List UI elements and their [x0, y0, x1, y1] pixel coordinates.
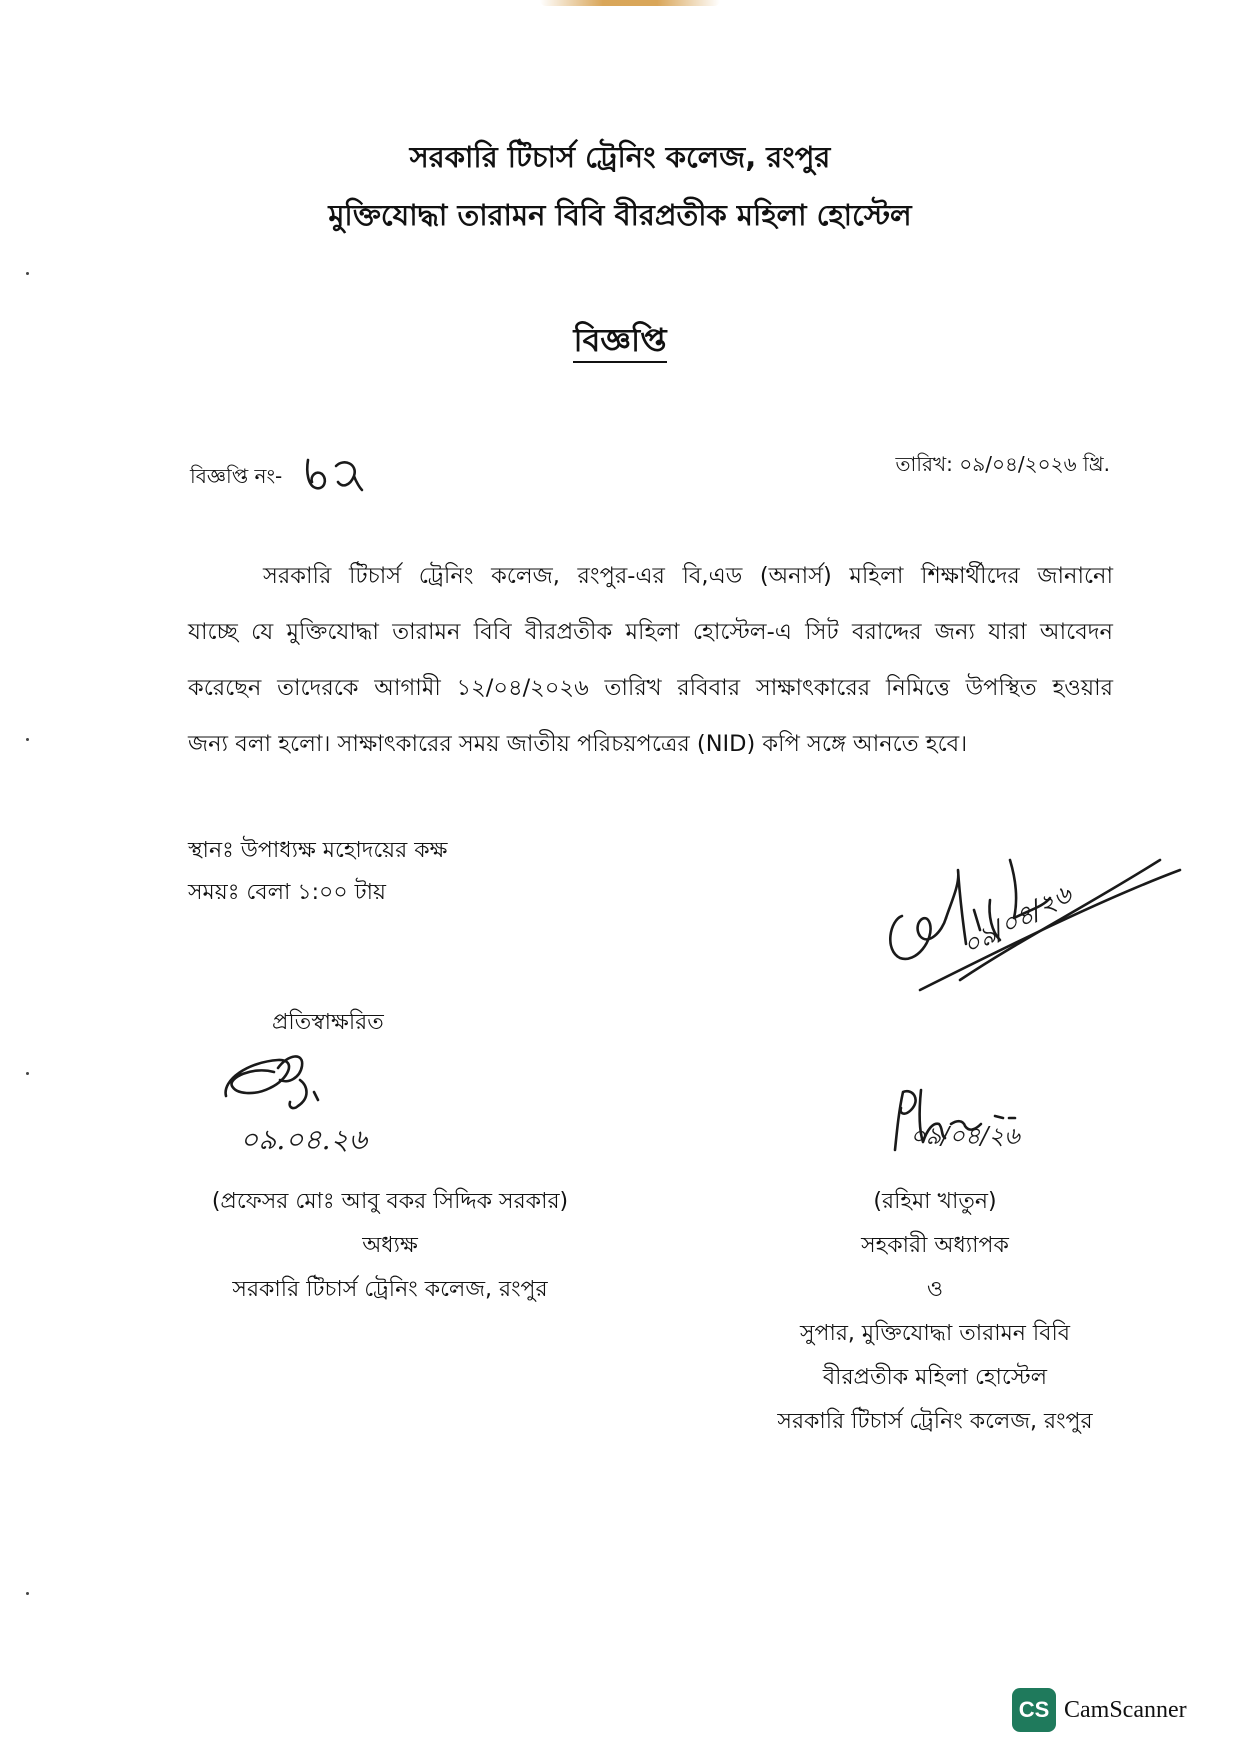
principal-signature [218, 1040, 368, 1120]
super-signatory-block [745, 1180, 1125, 1444]
super-role-line2: বীরপ্রতীক মহিলা হোস্টেল [822, 1365, 1048, 1390]
venue-info [188, 830, 447, 914]
body-line: করেছেন তাদেরকে আগামী ১২/০৪/২০২৬ তারিখ রবিবার সাক্ষাৎকারের নিমিত্তে উপস্থিত হওয়ার [188, 675, 1113, 701]
super-signature-date: ০৯/০৪/২৬ [910, 1122, 1020, 1150]
scan-edge-artifact [540, 0, 720, 6]
notice-number-handwritten [302, 452, 364, 496]
principal-name: (প্রফেসর মোঃ আবু বকর সিদ্দিক সরকার) [211, 1189, 569, 1214]
body-line: জন্য বলা হলো। সাক্ষাৎকারের সময় জাতীয় পরিচয়পত্রের (NID) কপি সঙ্গে আনতে হবে। [188, 731, 968, 757]
venue-time: সময়ঃ বেলা ১:০০ টায় [188, 880, 386, 905]
camscanner-brand-text: CamScanner [1064, 1696, 1187, 1723]
principal-signature-date: ০৯.০৪.২৬ [240, 1123, 367, 1156]
scan-speck [26, 1592, 29, 1595]
body-line: সরকারি টিচার্স ট্রেনিং কলেজ, রংপুর-এর বি,এড (অনার্স) মহিলা শিক্ষার্থীদের জানানো [263, 563, 1113, 589]
super-conjunction: ও [926, 1277, 944, 1302]
notice-body [188, 548, 1113, 772]
venue-place: স্থানঃ উপাধ্যক্ষ মহোদয়ের কক্ষ [188, 838, 448, 863]
scan-speck [26, 1072, 29, 1075]
body-line: যাচ্ছে যে মুক্তিযোদ্ধা তারামন বিবি বীরপ্রতীক মহিলা হোস্টেল-এ সিট বরাদ্দের জন্য যারা আবেদন [188, 619, 1113, 645]
camscanner-logo-icon: CS [1012, 1688, 1056, 1732]
camscanner-watermark [1012, 1688, 1187, 1732]
notice-number-label: বিজ্ঞপ্তি নং- [190, 464, 283, 488]
hostel-name: মুক্তিযোদ্ধা তারামন বিবি বীরপ্রতীক মহিলা হোস্টেল [328, 198, 912, 232]
scan-speck [26, 272, 29, 275]
super-role-line1: সুপার, মুক্তিযোদ্ধা তারামন বিবি [799, 1321, 1070, 1346]
countersign-label: প্রতিস্বাক্ষরিত [272, 1010, 384, 1035]
principal-signatory-block [160, 1180, 620, 1312]
notice-title-text: বিজ্ঞপ্তি [573, 321, 666, 363]
institution-name: সরকারি টিচার্স ট্রেনিং কলেজ, রংপুর [409, 140, 831, 174]
super-designation: সহকারী অধ্যাপক [861, 1233, 1009, 1258]
principal-designation: অধ্যক্ষ [362, 1233, 418, 1258]
letterhead [0, 128, 1240, 244]
super-name: (রহিমা খাতুন) [873, 1189, 997, 1214]
super-institution: সরকারি টিচার্স ট্রেনিং কলেজ, রংপুর [777, 1409, 1093, 1434]
notice-title [0, 315, 1240, 369]
notice-date: তারিখ: ০৯/০৪/২০২৬ খ্রি. [895, 452, 1110, 476]
scan-speck [26, 738, 29, 741]
endorsement-signature [860, 840, 1200, 1040]
endorsement-date: ০৯/০৪/২৬ [957, 879, 1077, 962]
principal-institution: সরকারি টিচার্স ট্রেনিং কলেজ, রংপুর [232, 1277, 548, 1302]
